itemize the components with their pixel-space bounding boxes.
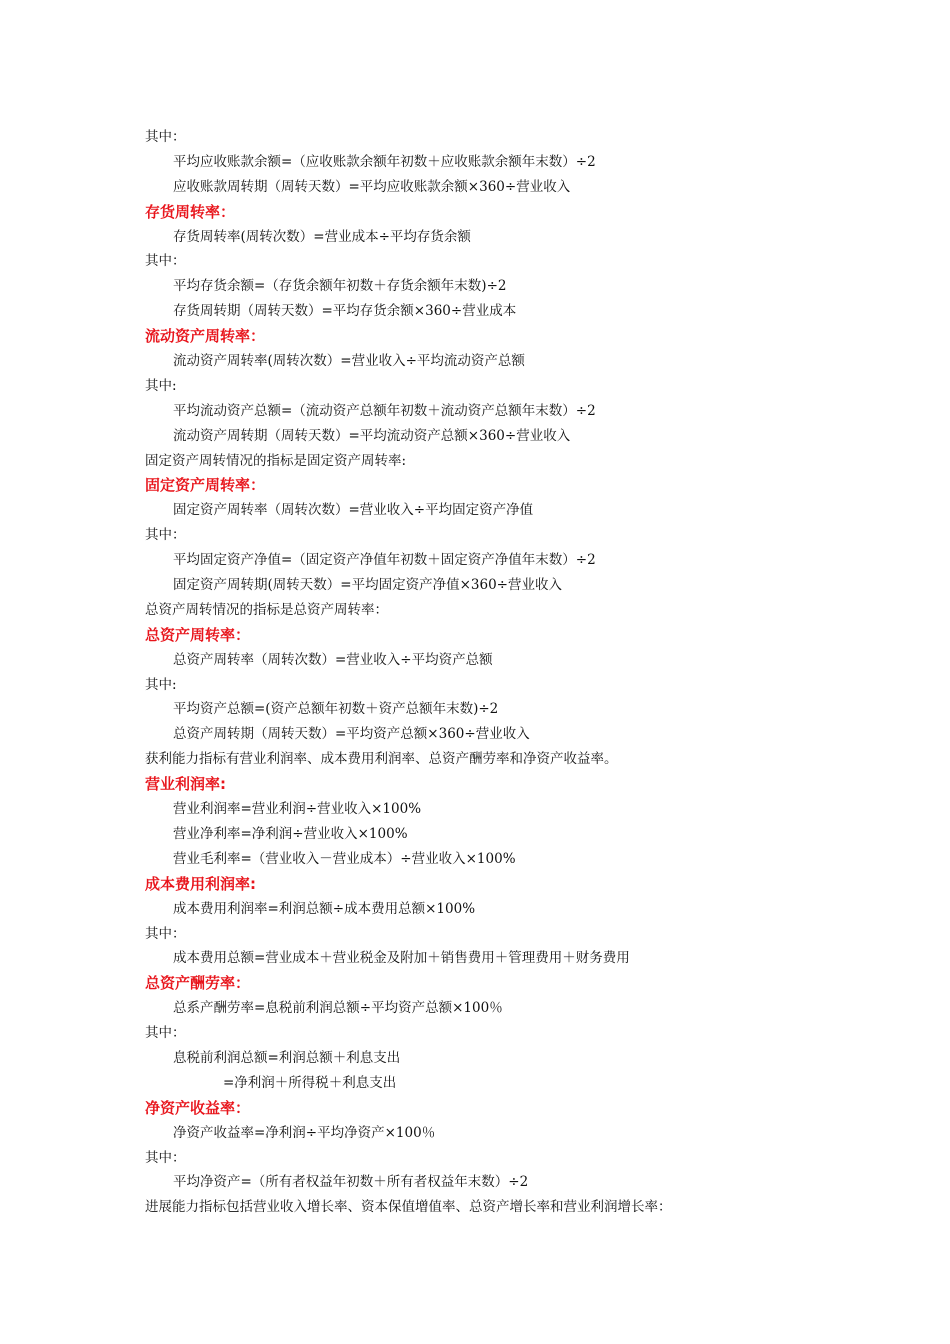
formula-line: 平均固定资产净值=（固定资产净值年初数＋固定资产净值年末数）÷2 [173,552,596,569]
formula-line: 存货周转期（周转天数）=平均存货余额×360÷营业成本 [173,303,517,320]
formula-continuation: =净利润＋所得税＋利息支出 [223,1074,397,1091]
body-text: 其中： [145,1025,186,1042]
formula-line: 营业净利率=净利润÷营业收入×100% [173,825,408,842]
body-text: 其中: [145,676,177,693]
formula-line: 总资产周转期（周转天数）=平均资产总额×360÷营业收入 [173,726,530,743]
formula-line: 成本费用利润率=利润总额÷成本费用总额×100% [173,900,476,917]
body-text: 其中： [145,129,186,145]
formula-line: 应收账款周转期（周转天数）=平均应收账款余额×360÷营业收入 [173,178,571,195]
section-heading: 存货周转率： [145,202,236,221]
formula-line: 成本费用总额=营业成本＋营业税金及附加＋销售费用＋管理费用＋财务费用 [173,950,630,967]
section-heading: 流动资产周转率： [145,327,266,346]
formula-line: 流动资产周转期（周转天数）=平均流动资产总额×360÷营业收入 [173,427,571,444]
formula-line: 固定资产周转率（周转次数）=营业收入÷平均固定资产净值 [173,502,534,519]
formula-line: 平均存货余额=（存货余额年初数＋存货余额年末数)÷2 [173,278,507,295]
body-text: 其中： [145,925,186,942]
formula-line: 总系产酬劳率=息税前利润总额÷平均资产总额×100％ [173,1000,503,1017]
formula-line: 存货周转率(周转次数）=营业成本÷平均存货余额 [173,228,471,245]
formula-line: 息税前利润总额=利润总额＋利息支出 [173,1049,401,1066]
body-text: 获利能力指标有营业利润率、成本费用利润率、总资产酬劳率和净资产收益率。 [145,751,618,768]
section-heading: 固定资产周转率： [145,476,266,495]
section-heading: 营业利润率: [145,775,226,794]
formula-line: 流动资产周转率(周转次数）=营业收入÷平均流动资产总额 [173,353,525,370]
formula-line: 平均应收账款余额=（应收账款余额年初数＋应收账款余额年末数）÷2 [173,153,596,170]
formula-line: 固定资产周转期(周转天数）=平均固定资产净值×360÷营业收入 [173,577,562,594]
document-body [145,125,845,1220]
body-text: 其中: [145,377,177,394]
formula-line: 总资产周转率（周转次数）=营业收入÷平均资产总额 [173,651,493,668]
formula-line: 平均净资产=（所有者权益年初数＋所有者权益年末数）÷2 [173,1174,529,1191]
section-heading: 净资产收益率： [145,1098,251,1117]
body-text: 进展能力指标包括营业收入增长率、资本保值增值率、总资产增长率和营业利润增长率： [145,1199,672,1216]
formula-line: 平均资产总额=(资产总额年初数＋资产总额年末数)÷2 [173,701,499,718]
formula-line: 平均流动资产总额=（流动资产总额年初数＋流动资产总额年末数）÷2 [173,402,596,419]
formula-line: 营业利润率=营业利润÷营业收入×100% [173,801,422,818]
section-heading: 总资产酬劳率： [145,974,251,993]
formula-line: 净资产收益率=净利润÷平均净资产×100％ [173,1124,436,1141]
body-text: 其中： [145,527,186,544]
body-text: 固定资产周转情况的指标是固定资产周转率: [145,452,407,469]
body-text: 总资产周转情况的指标是总资产周转率： [145,601,388,618]
body-text: 其中： [145,253,186,270]
body-text: 其中： [145,1149,186,1166]
section-heading: 成本费用利润率: [145,874,256,893]
formula-line: 营业毛利率=（营业收入－营业成本）÷营业收入×100% [173,850,516,867]
section-heading: 总资产周转率： [145,625,251,644]
